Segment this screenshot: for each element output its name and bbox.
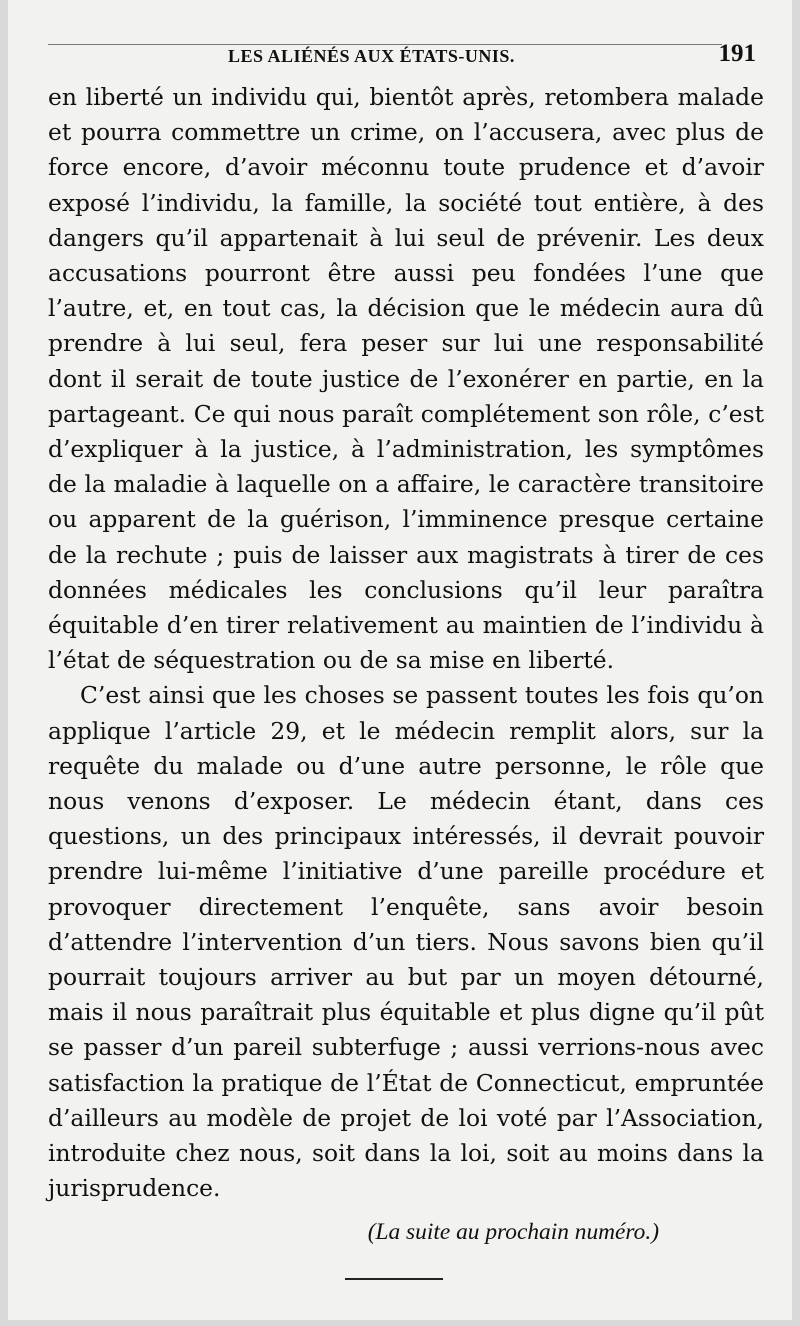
paragraph-2: C’est ainsi que les choses se passent toutes les fois qu’on applique l’article 29, et le médecin remplit alors, sur la requête du malade ou d’une autre personne, le rôle que nous venons d’exposer. Le médecin étant, dans ces questions, un des principaux intéressés, il devrait pouvoir prendre lui-même l’initiative d’une pareille procédure et provoquer directement l’enquête, sans avoir besoin d’attendre l’intervention d’un tiers. Nous savons bien qu’il pourrait toujours arriver au but par un moyen détourné, mais il nous paraîtrait plus équitable et plus digne qu’il pût se passer d’un pareil subterfuge ; aussi verrions-nous avec satisfaction la pratique de l’État de Connecticut, empruntée d’ailleurs au modèle de projet de loi voté par l’Association, introduite chez nous, soit dans la loi, soit au moins dans la jurisprudence. [48, 681, 764, 1203]
page-header [48, 30, 762, 70]
running-title: LES ALIÉNÉS AUX ÉTATS-UNIS. [228, 46, 515, 66]
header-rule [48, 44, 722, 45]
book-page [8, 0, 792, 1320]
end-rule [345, 1278, 443, 1280]
continued-note: (La suite au prochain numéro.) [367, 1219, 659, 1245]
body-text [48, 80, 764, 1207]
paragraph-1: en liberté un individu qui, bientôt après, retombera malade et pourra commettre un crime, on l’accusera, avec plus de force encore, d’avoir méconnu toute prudence et d’avoir exposé l’individu, la famille, la société tout entière, à des dangers qu’il appartenait à lui seul de prévenir. Les deux accusations pourront être aussi peu fondées l’une que l’autre, et, en tout cas, la décision que le médecin aura dû prendre à lui seul, fera peser sur lui une responsabilité dont il serait de toute justice de l’exonérer en partie, en la partageant. Ce qui nous paraît complétement son rôle, c’est d’expliquer à la justice, à l’administration, les symptômes de la maladie à laquelle on a affaire, le caractère transitoire ou apparent de la guérison, l’imminence presque certaine de la rechute ; puis de laisser aux magistrats à tirer de ces données médicales les conclusions qu’il leur paraîtra équitable d’en tirer relativement au maintien de l’individu à l’état de séquestration ou de sa mise en liberté. [48, 83, 764, 675]
page-number: 191 [718, 40, 756, 67]
